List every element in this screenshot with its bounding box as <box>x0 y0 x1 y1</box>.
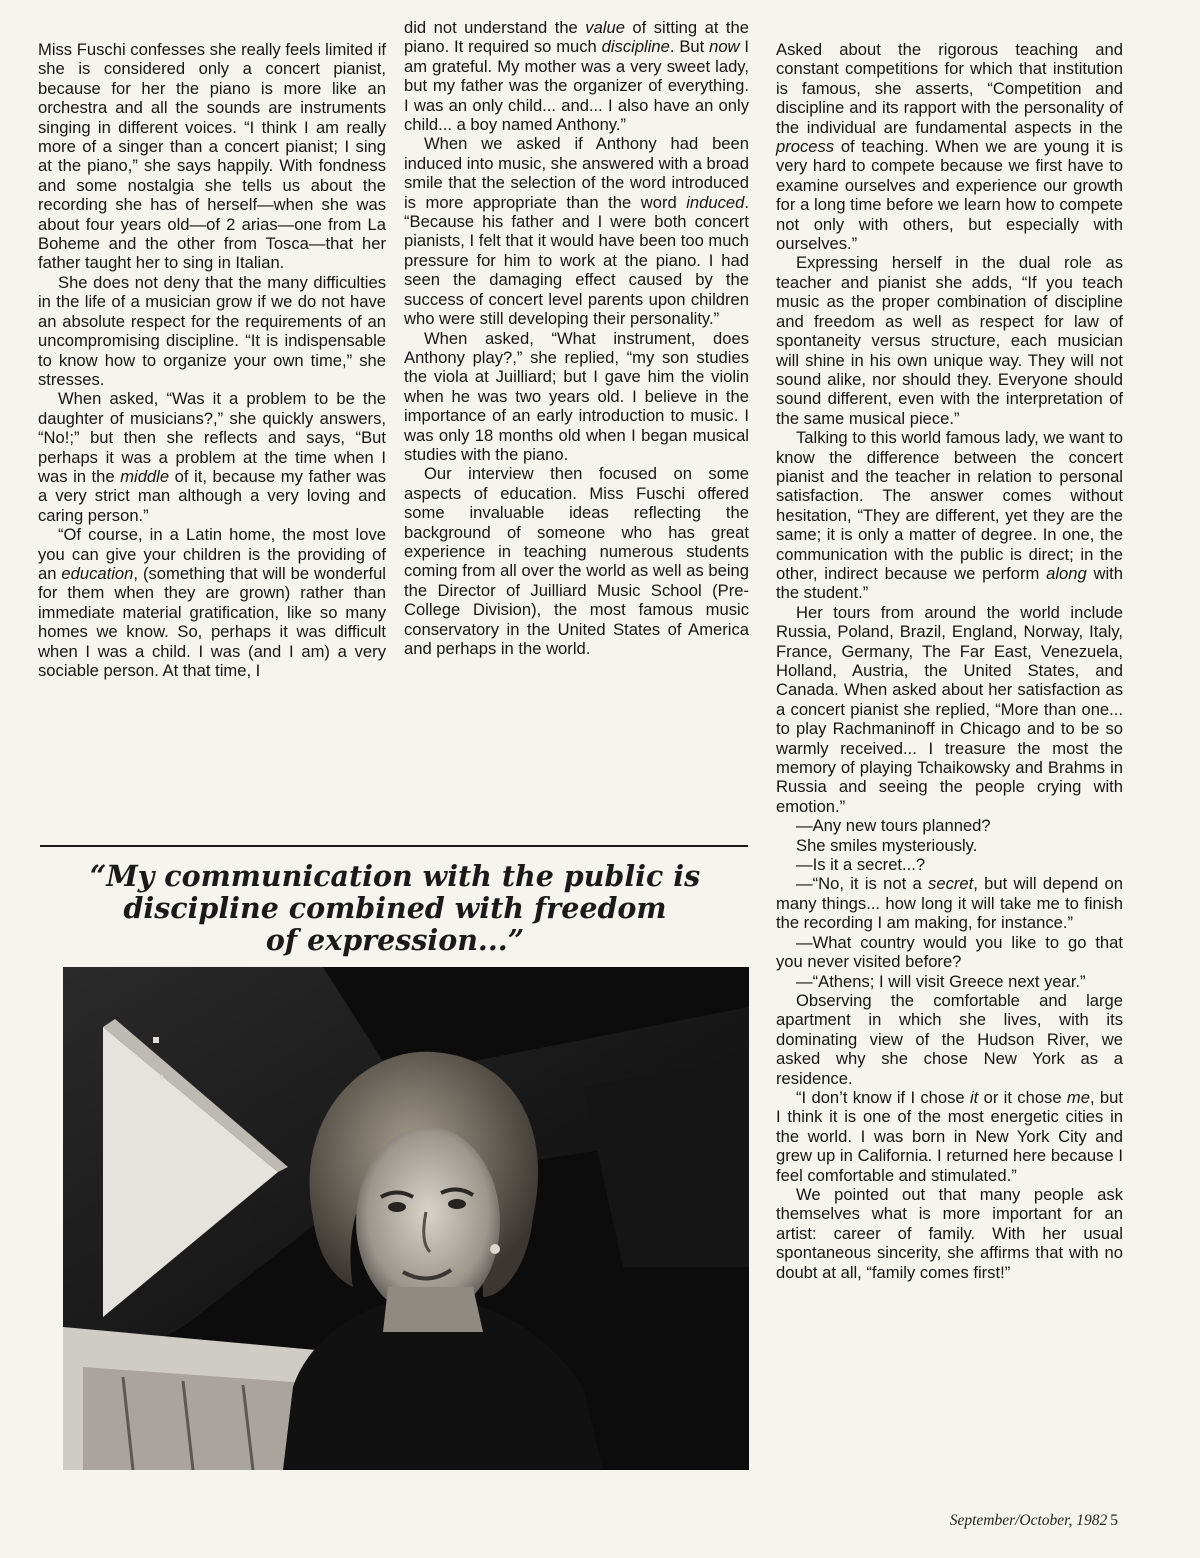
pianist-at-piano-illustration <box>63 967 749 1470</box>
paragraph: We pointed out that many people ask themselves what is more important for an artist: career of family. With her usual spontaneous sincerity, she affirms that with no doubt at all, “family comes first!” <box>776 1184 1123 1282</box>
paragraph: —“No, it is not a secret, but will depend on many things... how long it will take me to finish the recording I am making, for instance.” <box>776 874 1123 933</box>
pull-quote-line: discipline combined with freedom <box>123 891 667 925</box>
issue-date: September/October, 1982 <box>949 1512 1108 1529</box>
paragraph: “I don’t know if I chose it or it chose me, but I think it is one of the most energetic cities in the world. I was born in New York City and grew up in California. I returned here because I feel comfortable and stimulated.” <box>776 1087 1123 1185</box>
paragraph: did not understand the value of sitting at the piano. It required so much discipline. But now I am grateful. My mother was a very sweet lady, but my father was the organizer of everything. I was an only child... and... I also have an only child... a boy named Anthony.” <box>404 18 749 135</box>
paragraph: Talking to this world famous lady, we want to know the difference between the concert pianist and the teacher in relation to personal satisfaction. The answer comes without hesitation, “They are different, yet they are the same; it is only a matter of degree. In one, the communication with the public is direct; in the other, indirect because we perform along with the student.” <box>776 428 1124 603</box>
paragraph: —What country would you like to go that you never visited before? <box>776 932 1123 972</box>
paragraph: —“Athens; I will visit Greece next year.” <box>796 971 1086 991</box>
pull-quote-line: “My communication with the public is <box>89 859 701 893</box>
section-divider <box>40 845 748 847</box>
paragraph: —Is it a secret...? <box>796 855 926 875</box>
paragraph: Our interview then focused on some aspects of education. Miss Fuschi offered some invaluable ideas reflecting the background of someone who has great experience in teaching numerous students coming from all over the world as well as being the Director of Juilliard Music School (Pre-College Division), the most famous music conservatory in the United States of America and perhaps in the world. <box>404 464 749 658</box>
pull-quote-line: of expression...” <box>265 923 525 957</box>
paragraph: She does not deny that the many difficulties in the life of a musician grow if we do not have an absolute respect for the requirements of an uncompromising discipline. “It is indispensable to know how to organize your own time,” she stresses. <box>38 272 386 389</box>
paragraph: When asked, “Was it a problem to be the daughter of musicians?,” she quickly answers, “No!;” but then she reflects and says, “But perhaps it was a problem at the time when I was in the middle of it, because my father was a very strict man although a very loving and caring person.” <box>38 389 386 525</box>
paragraph: Asked about the rigorous teaching and constant competitions for which that institution is famous, she asserts, “Competition and discipline and its rapport with the personality of the individual are fundamental aspects in the process of teaching. When we are young it is very hard to compete because we first have to examine ourselves and experience our growth for a long time before we learn how to compete not only with others, but especially with ourselves.” <box>776 40 1123 254</box>
paragraph: —Any new tours planned? <box>796 816 991 836</box>
paragraph: Observing the comfortable and large apartment in which she lives, with its dominating view of the Hudson River, we asked why she chose New York as a residence. <box>776 990 1123 1088</box>
article-column-3 <box>776 40 1123 1282</box>
paragraph: She smiles mysteriously. <box>796 835 978 855</box>
paragraph: When asked, “What instrument, does Anthony play?,” she replied, “my son studies the viola at Juilliard; but I gave him the violin when he was two years old. I believe in the importance of an early introduction to music. I was only 18 months old when I began musical studies with the piano. <box>404 328 749 464</box>
paragraph: Miss Fuschi confesses she really feels limited if she is considered only a concert pianist, because for her the piano is more like an orchestra and all the sounds are instruments singing in different voices. “I think I am really more of a singer than a concert pianist; I sing at the piano,” she says happily. With fondness and some nostalgia she tells us about the recording she has of herself—when she was about four years old—of 2 arias—one from La Boheme and the other from Tosca—that her father taught her to sing in Italian. <box>38 40 386 273</box>
paragraph: “Of course, in a Latin home, the most love you can give your children is the providing of an education, (something that will be wonderful for them when they are grown) rather than immediate material gratification, like so many homes we know. So, perhaps it was difficult when I was a child. I was (and I am) a very sociable person. At that time, I <box>38 525 386 680</box>
portrait-photo <box>63 967 749 1470</box>
pull-quote <box>60 860 730 956</box>
page-footer <box>950 1512 1118 1530</box>
paragraph: Her tours from around the world include Russia, Poland, Brazil, England, Norway, Italy, France, Germany, The Far East, Venezuela, Holland, Austria, the United States, and Canada. When asked about her satisfaction as a concert pianist she replied, “More than one... to play Rachmaninoff in Chicago and to be so warmly received... I treasure the most the memory of playing Tchaikowsky and Brahms in Russia and seeing the people crying with emotion.” <box>776 602 1123 816</box>
paragraph: Expressing herself in the dual role as teacher and pianist she adds, “If you teach music as the proper combination of discipline and freedom as well as respect for law of spontaneity versus structure, each musician will shine in his own unique way. They will not sound alike, nor should they. Everyone should sound different, even with the interpretation of the same musical piece.” <box>776 253 1123 428</box>
article-column-2 <box>404 18 749 658</box>
page-number: 5 <box>1110 1512 1118 1529</box>
article-column-1 <box>38 40 386 680</box>
paragraph: When we asked if Anthony had been induced into music, she answered with a broad smile that the selection of the word introduced is more appropriate than the word induced. “Because his father and I were both concert pianists, I felt that it would have been too much pressure for him to work at the piano. I had seen the damaging effect caused by the success of concert level parents upon children who were still developing their personality.” <box>404 134 749 329</box>
